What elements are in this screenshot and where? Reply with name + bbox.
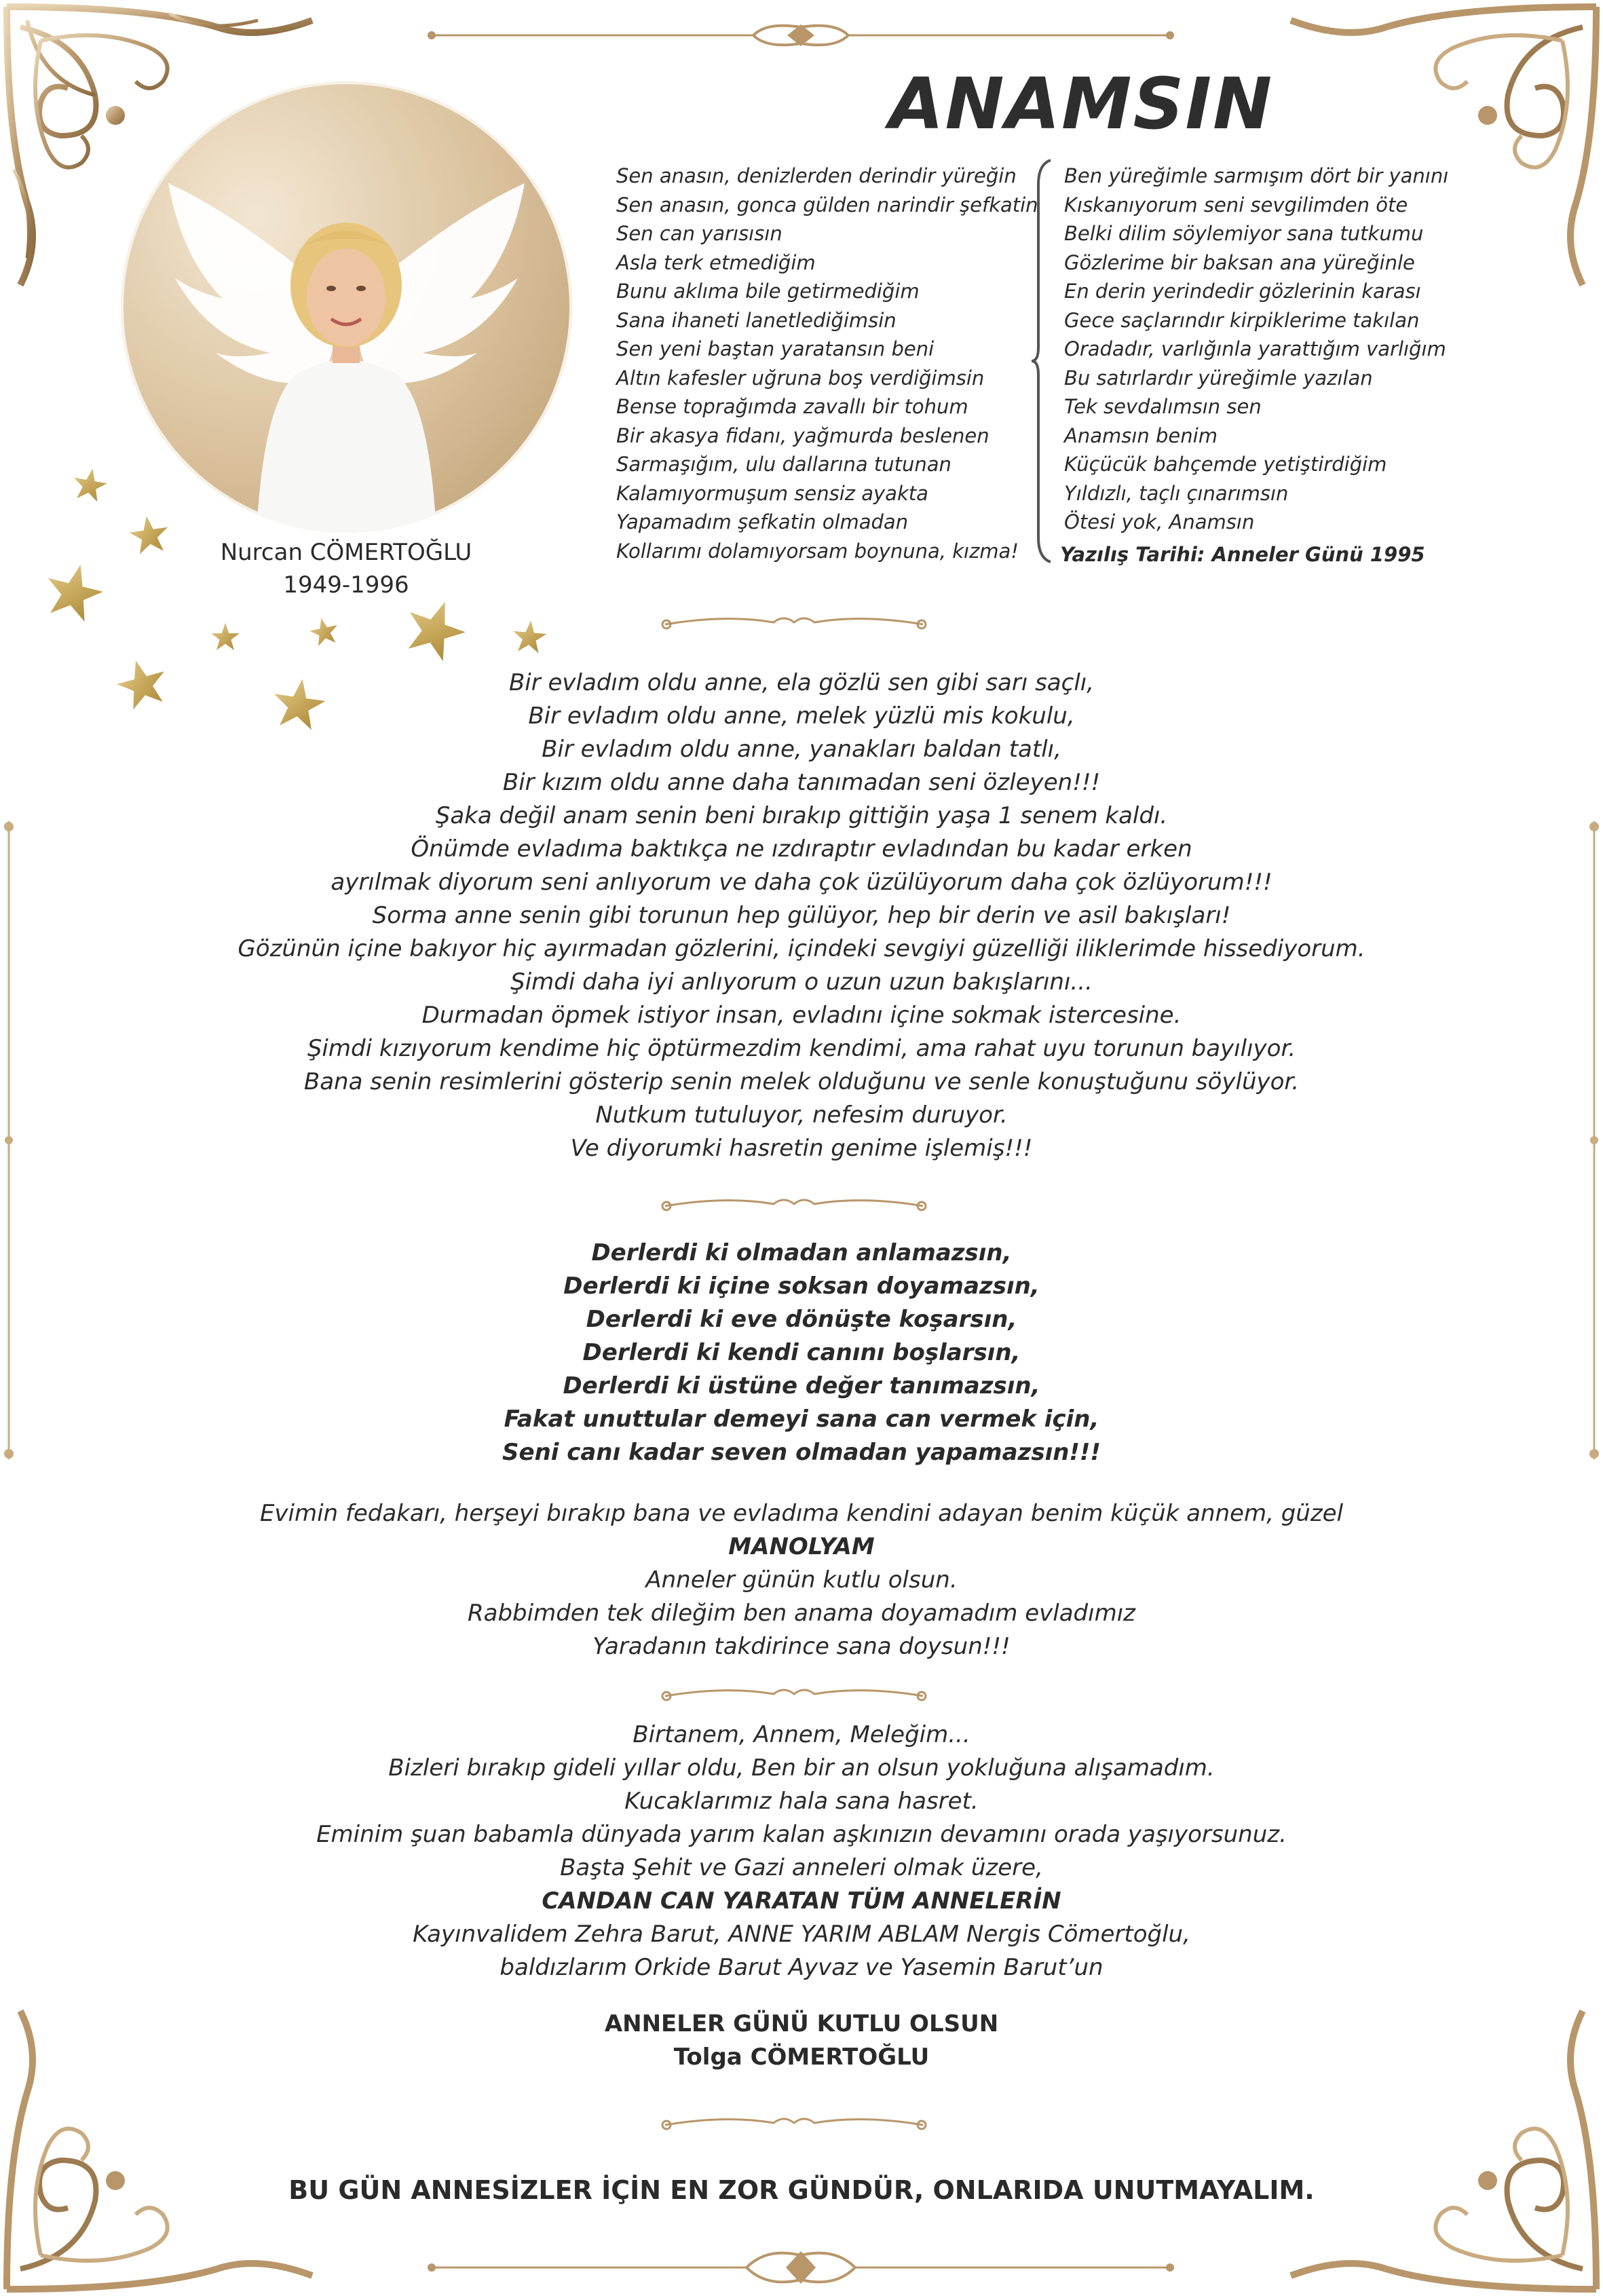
text-line: Bir evladım oldu anne, melek yüzlü mis kokulu, (528, 702, 1075, 730)
text-line: Anneler günün kutlu olsun. (645, 1566, 958, 1594)
poem-line: Sana ihaneti lanetlediğimsin (616, 308, 897, 332)
poem-line: Gözlerime bir baksan ana yüreğinle (1064, 250, 1415, 274)
poem-line: Sen anasın, denizlerden derindir yüreğin (616, 164, 1017, 187)
text-line: Bir kızım oldu anne daha tanımadan seni özleyen!!! (502, 769, 1101, 796)
text-line: Gözünün içine bakıyor hiç ayırmadan gözlerini, içindeki sevgiyi güzelliği iliklerimde hissediyorum. (238, 935, 1365, 962)
poem-line: Bu satırlardır yüreğimle yazılan (1064, 366, 1373, 390)
stanza-line: Fakat unuttular demeyi sana can vermek için, (504, 1406, 1099, 1433)
star-icon (128, 513, 171, 555)
text-line: Sorma anne senin gibi torunun hep gülüyor, hep bir derin ve asil bakışları! (372, 902, 1231, 929)
paragraph-dedication (136, 1718, 1467, 1984)
flourish-divider (658, 2108, 930, 2142)
star-icon (307, 615, 341, 647)
star-icon (512, 619, 548, 654)
bold-stanza (136, 1237, 1467, 1469)
star-icon (41, 558, 108, 624)
highlight-line: CANDAN CAN YARATAN TÜM ANNELERİN (542, 1887, 1061, 1915)
poem-line: Sarmaşığım, ulu dallarına tutunan (616, 453, 951, 476)
text-line: Birtanem, Annem, Meleğim... (633, 1721, 970, 1748)
text-line: Kucaklarımız hala sana hasret. (624, 1788, 979, 1815)
text-line: Kayınvalidem Zehra Barut, ANNE YARIM ABLAM Nergis Cömertoğlu, (413, 1921, 1190, 1948)
left-side-ornament (3, 821, 15, 1459)
text-line: Evimin fedakarı, herşeyi bırakıp bana ve evladıma kendini adayan benim küçük annem, güzel (259, 1500, 1344, 1527)
poem-line: Sen can yarısısın (616, 222, 782, 245)
flourish-divider (658, 1189, 930, 1223)
text-line: Şimdi kızıyorum kendime hiç öptürmezdim kendimi, ama rahat uyu torunun bayılıyor. (307, 1035, 1296, 1062)
text-line: Rabbimden tek dileğim ben anama doyamadım evladımız (468, 1600, 1135, 1627)
stanza-line: Derlerdi ki üstüne değer tanımazsın, (563, 1372, 1040, 1399)
poem-line: Altın kafesler uğruna boş verdiğimsin (616, 366, 985, 390)
poem-line: Kalamıyormuşum sensiz ayakta (616, 481, 928, 505)
text-line: Şaka değil anam senin beni bırakıp gittiğin yaşa 1 senem kaldı. (435, 802, 1168, 829)
text-line: baldızlarım Orkide Barut Ayvaz ve Yasemin Barut’un (499, 1954, 1104, 1981)
poem-line: Ötesi yok, Anamsın (1064, 510, 1255, 533)
right-side-ornament (1588, 821, 1600, 1459)
highlight-name: MANOLYAM (728, 1533, 875, 1560)
poem-line: Bir akasya fidanı, yağmurda beslenen (616, 424, 989, 447)
bottom-border-ornament (428, 2247, 1174, 2288)
text-line: Bana senin resimlerini gösterip senin melek olduğunu ve senle konuştuğunu söylüyor. (303, 1068, 1300, 1095)
poem-line: Sen anasın, gonca gülden narindir şefkatin (616, 193, 1038, 217)
footer-message (136, 2174, 1467, 2207)
signature-block (136, 2008, 1467, 2074)
star-icon (211, 623, 240, 650)
poem-right-column (1064, 162, 1448, 537)
star-icon (398, 592, 473, 665)
poem-line: Gece saçlarındır kirpiklerime takılan (1064, 308, 1420, 332)
text-line: Önümde evladıma baktıkça ne ızdıraptır evladından bu kadar erken (411, 835, 1192, 863)
text-line: Nutkum tutuluyor, nefesim duruyor. (595, 1102, 1008, 1129)
poem-line: Kıskanıyorum seni sevgilimden öte (1064, 193, 1408, 217)
text-line: Şimdi daha iyi anlıyorum o uzun uzun bakışlarını... (510, 968, 1093, 996)
text-line: Başta Şehit ve Gazi anneleri olmak üzere, (560, 1854, 1043, 1881)
flourish-divider (658, 1679, 930, 1713)
stanza-line: Derlerdi ki içine soksan doyamazsın, (563, 1273, 1040, 1300)
text-line: Bir evladım oldu anne, ela gözlü sen gibi sarı saçlı, (508, 669, 1095, 696)
portrait-years: 1949-1996 (283, 571, 409, 599)
stanza-line: Derlerdi ki kendi canını boşlarsın, (582, 1339, 1021, 1366)
portrait-name: Nurcan CÖMERTOĞLU (220, 539, 472, 566)
stanza-line: Seni canı kadar seven olmadan yapamazsın!!! (502, 1439, 1101, 1466)
text-line: Bizleri bırakıp gideli yıllar oldu, Ben bir an olsun yokluğuna alışamadım. (388, 1754, 1215, 1782)
poem-line: Asla terk etmediğim (616, 250, 816, 274)
text-line: Ve diyorumki hasretin genime işlemiş!!! (570, 1135, 1033, 1162)
stanza-line: Derlerdi ki olmadan anlamazsın, (591, 1239, 1012, 1266)
text-line: Eminim şuan babamla dünyada yarım kalan aşkınızın devamını orada yaşıyorsunuz. (316, 1821, 1287, 1848)
paragraph-manolyam (136, 1497, 1467, 1663)
top-border-ornament (428, 22, 1174, 49)
star-icon (71, 466, 109, 503)
poem-line: Belki dilim söylemiyor sana tutkumu (1064, 222, 1424, 245)
text-line: Durmadan öpmek istiyor insan, evladını içine sokmak istercesine. (421, 1002, 1182, 1029)
poem-line: Tek sevdalımsın sen (1064, 395, 1262, 418)
poem-line: Bense toprağımda zavallı bir tohum (616, 395, 968, 418)
signature-name: Tolga CÖMERTOĞLU (673, 2044, 930, 2071)
poem-line: Bunu aklıma bile getirmediğim (616, 280, 920, 303)
poem-line: Yapamadım şefkatin olmadan (616, 510, 909, 533)
flourish-divider (658, 607, 930, 641)
written-date: Yazılış Tarihi: Anneler Günü 1995 (1060, 543, 1425, 566)
poem-line: Küçücük bahçemde yetiştirdiğim (1064, 453, 1387, 476)
poem-left-column (616, 162, 1038, 565)
poem-line: En derin yerindedir gözlerinin karası (1064, 280, 1421, 303)
text-line: ayrılmak diyorum seni anlıyorum ve daha çok üzülüyorum daha çok özlüyorum!!! (331, 869, 1272, 896)
poem-line: Oradadır, varlığınla yarattığım varlığım (1064, 337, 1446, 360)
paragraph-letter (136, 666, 1467, 1165)
footer-text: BU GÜN ANNESİZLER İÇİN EN ZOR GÜNDÜR, ONLARIDA UNUTMAYALIM. (288, 2175, 1315, 2205)
poem-line: Yıldızlı, taçlı çınarımsın (1064, 481, 1289, 505)
poem-title: ANAMSIN (889, 62, 1274, 145)
stanza-line: Derlerdi ki eve dönüşte koşarsın, (586, 1306, 1017, 1333)
poem-line: Kollarımı dolamıyorsam boynuna, kızma! (616, 539, 1019, 563)
text-line: Yaradanın takdirince sana doysun!!! (592, 1633, 1011, 1660)
poem-line: Anamsın benim (1064, 424, 1218, 447)
signature-greeting: ANNELER GÜNÜ KUTLU OLSUN (604, 2010, 999, 2037)
text-line: Bir evladım oldu anne, yanakları baldan tatlı, (542, 736, 1061, 763)
poem-line: Sen yeni baştan yaratansın beni (616, 337, 935, 360)
poem-line: Ben yüreğimle sarmışım dört bir yanını (1064, 164, 1449, 187)
column-divider-bracket (1029, 157, 1056, 565)
